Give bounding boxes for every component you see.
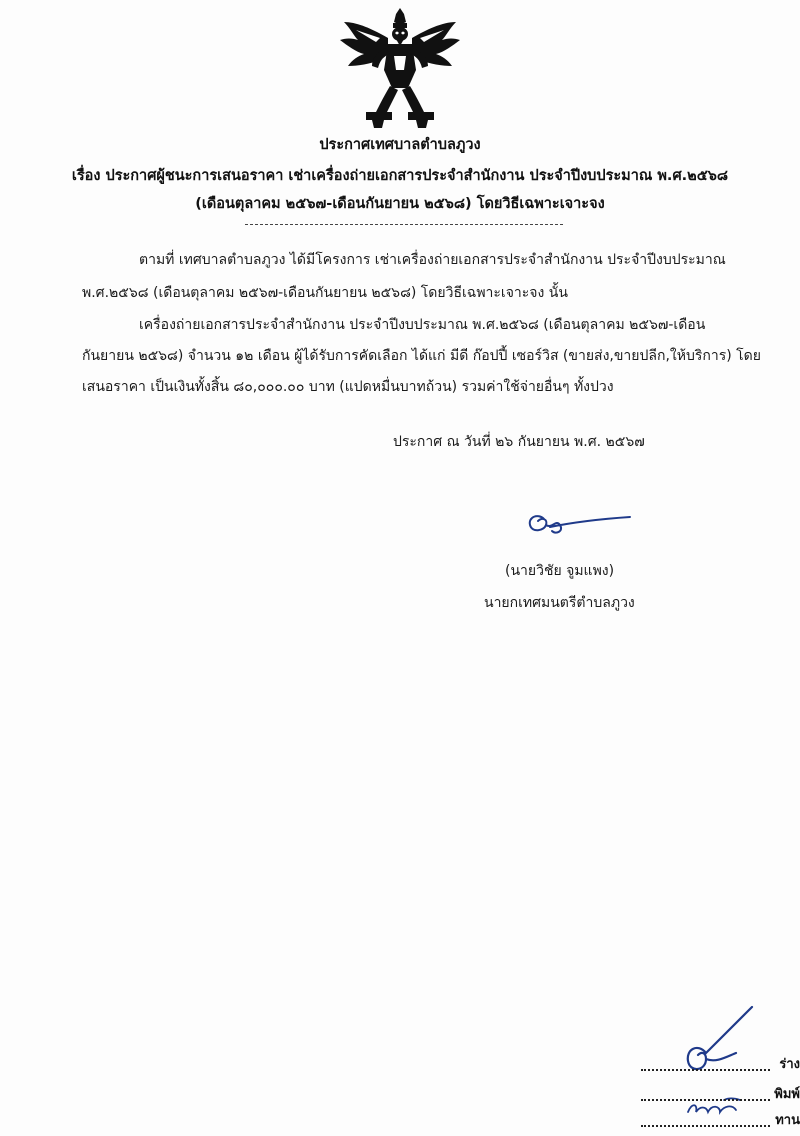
signatory-position: นายกเทศมนตรีตำบลภูวง [484,595,635,611]
document-subject-period: (เดือนตุลาคม ๒๕๖๗-เดือนกันยายน ๒๕๖๘) โดยวิธีเฉพาะเจาะจง [195,196,605,212]
garuda-emblem [336,8,464,128]
body-line-4: กันยายน ๒๕๖๘) จำนวน ๑๒ เดือน ผู้ได้รับการคัดเลือก ได้แก่ มีดี ก๊อปปี้ เซอร์วิส (ขายส่ง,ขายปลีก,ให้บริการ) โดย [82,348,761,364]
signatory-name: (นายวิชัย จูมแพง) [505,563,615,579]
routing-dots [641,1099,770,1101]
announcement-date: ประกาศ ณ วันที่ ๒๖ กันยายน พ.ศ. ๒๕๖๗ [393,434,645,450]
signature-mark [520,505,632,541]
routing-print-label: พิมพ์ [774,1087,800,1102]
body-line-1: ตามที่ เทศบาลตำบลภูวง ได้มีโครงการ เช่าเครื่องถ่ายเอกสารประจำสำนักงาน ประจำปีงบประมาณ [139,252,726,268]
dashed-divider [245,224,563,225]
document-subject: เรื่อง ประกาศผู้ชนะการเสนอราคา เช่าเครื่องถ่ายเอกสารประจำสำนักงาน ประจำปีงบประมาณ พ.ศ.๒๕๖๘ [71,168,729,184]
routing-print-row [641,1084,800,1106]
routing-draft-label: ร่าง [779,1057,800,1072]
routing-dots [641,1125,770,1127]
routing-review-row [641,1110,800,1132]
routing-draft-row [641,1054,800,1076]
body-line-3: เครื่องถ่ายเอกสารประจำสำนักงาน ประจำปีงบประมาณ พ.ศ.๒๕๖๘ (เดือนตุลาคม ๒๕๖๗-เดือน [139,317,706,333]
body-line-2: พ.ศ.๒๕๖๘ (เดือนตุลาคม ๒๕๖๗-เดือนกันยายน ๒๕๖๘) โดยวิธีเฉพาะเจาะจง นั้น [82,285,568,301]
body-line-5: เสนอราคา เป็นเงินทั้งสิ้น ๘๐,๐๐๐.๐๐ บาท (แปดหมื่นบาทถ้วน) รวมค่าใช้จ่ายอื่นๆ ทั้งปวง [82,379,614,395]
routing-dots [641,1069,770,1071]
routing-review-label: ทาน [775,1113,800,1128]
document-title: ประกาศเทศบาลตำบลภูวง [319,137,481,153]
